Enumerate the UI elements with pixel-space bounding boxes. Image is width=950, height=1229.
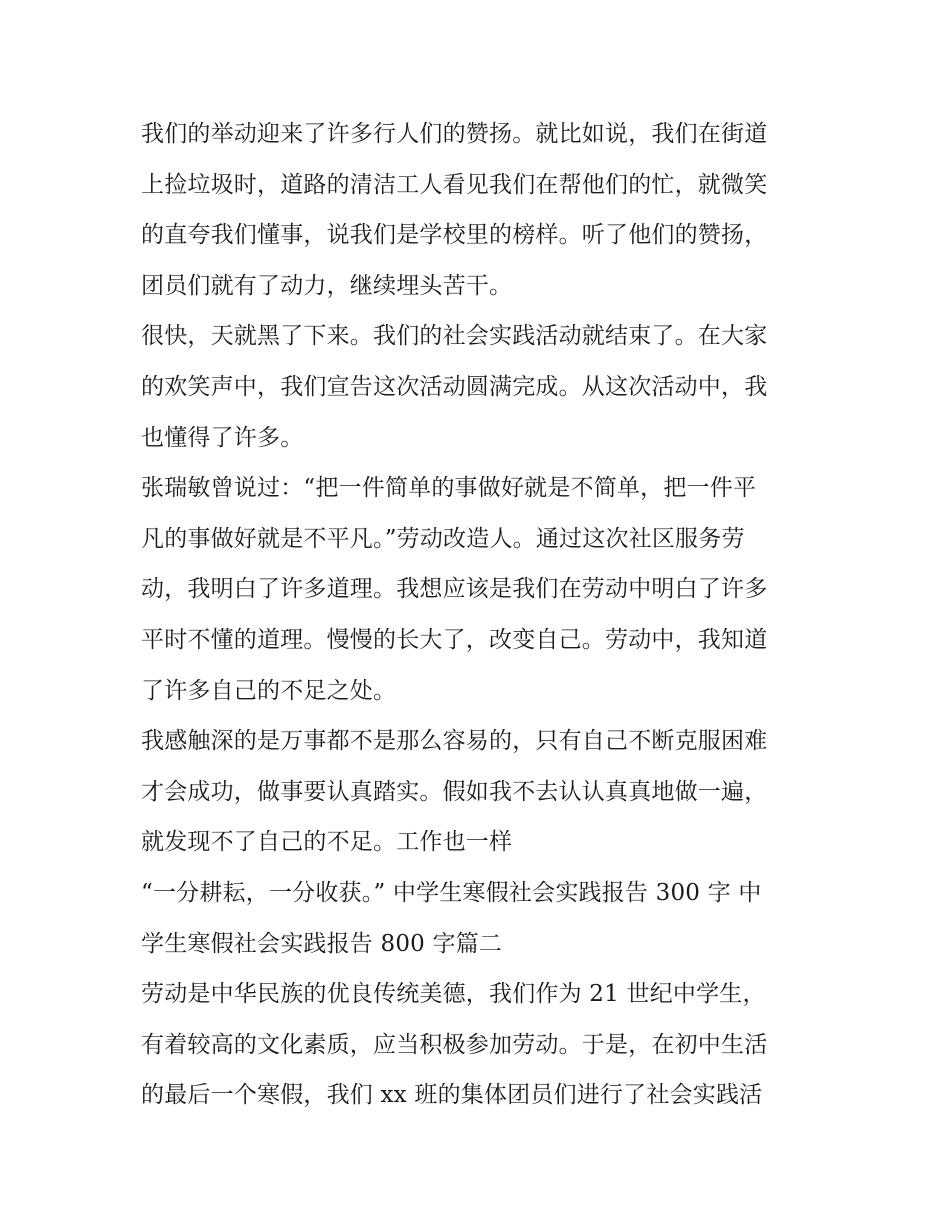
- text-line: “一分耕耘，一分收获。” 中学生寒假社会实践报告 300 字 中: [141, 879, 762, 906]
- text-line: 动，我明白了许多道理。我想应该是我们在劳动中明白了许多: [141, 576, 768, 603]
- text-line: 我们的举动迎来了许多行人们的赞扬。就比如说，我们在街道: [141, 121, 768, 147]
- text-line: 劳动是中华民族的优良传统美德，我们作为 21 世纪中学生，: [141, 981, 766, 1008]
- text-line: 就发现不了自己的不足。工作也一样: [141, 829, 513, 856]
- text-line: 我感触深的是万事都不是那么容易的，只有自己不断克服困难: [141, 728, 768, 755]
- text-line: 上捡垃圾时，道路的清洁工人看见我们在帮他们的忙，就微笑: [141, 171, 768, 198]
- text-line: 的直夸我们懂事，说我们是学校里的榜样。听了他们的赞扬，: [141, 222, 768, 249]
- text-line: 也懂得了许多。: [141, 424, 304, 451]
- text-line: 很快，天就黑了下来。我们的社会实践活动就结束了。在大家: [141, 323, 768, 350]
- text-line: 张瑞敏曾说过：“把一件简单的事做好就是不简单，把一件平: [141, 475, 757, 502]
- text-line: 才会成功，做事要认真踏实。假如我不去认认真真地做一遍，: [141, 778, 768, 805]
- text-line: 的欢笑声中，我们宣告这次活动圆满完成。从这次活动中，我: [141, 373, 768, 400]
- text-line: 平时不懂的道理。慢慢的长大了，改变自己。劳动中，我知道: [141, 626, 768, 653]
- text-line: 学生寒假社会实践报告 800 字篇二: [141, 930, 503, 957]
- text-line: 的最后一个寒假，我们 xx 班的集体团员们进行了社会实践活: [141, 1082, 763, 1109]
- text-line: 有着较高的文化素质，应当积极参加劳动。于是，在初中生活: [141, 1031, 768, 1058]
- text-line: 团员们就有了动力，继续埋头苦干。: [141, 272, 513, 299]
- document-body: [141, 109, 821, 1121]
- text-line: 了许多自己的不足之处。: [141, 677, 397, 704]
- text-line: 凡的事做好就是不平凡。”劳动改造人。通过这次社区服务劳: [141, 525, 745, 552]
